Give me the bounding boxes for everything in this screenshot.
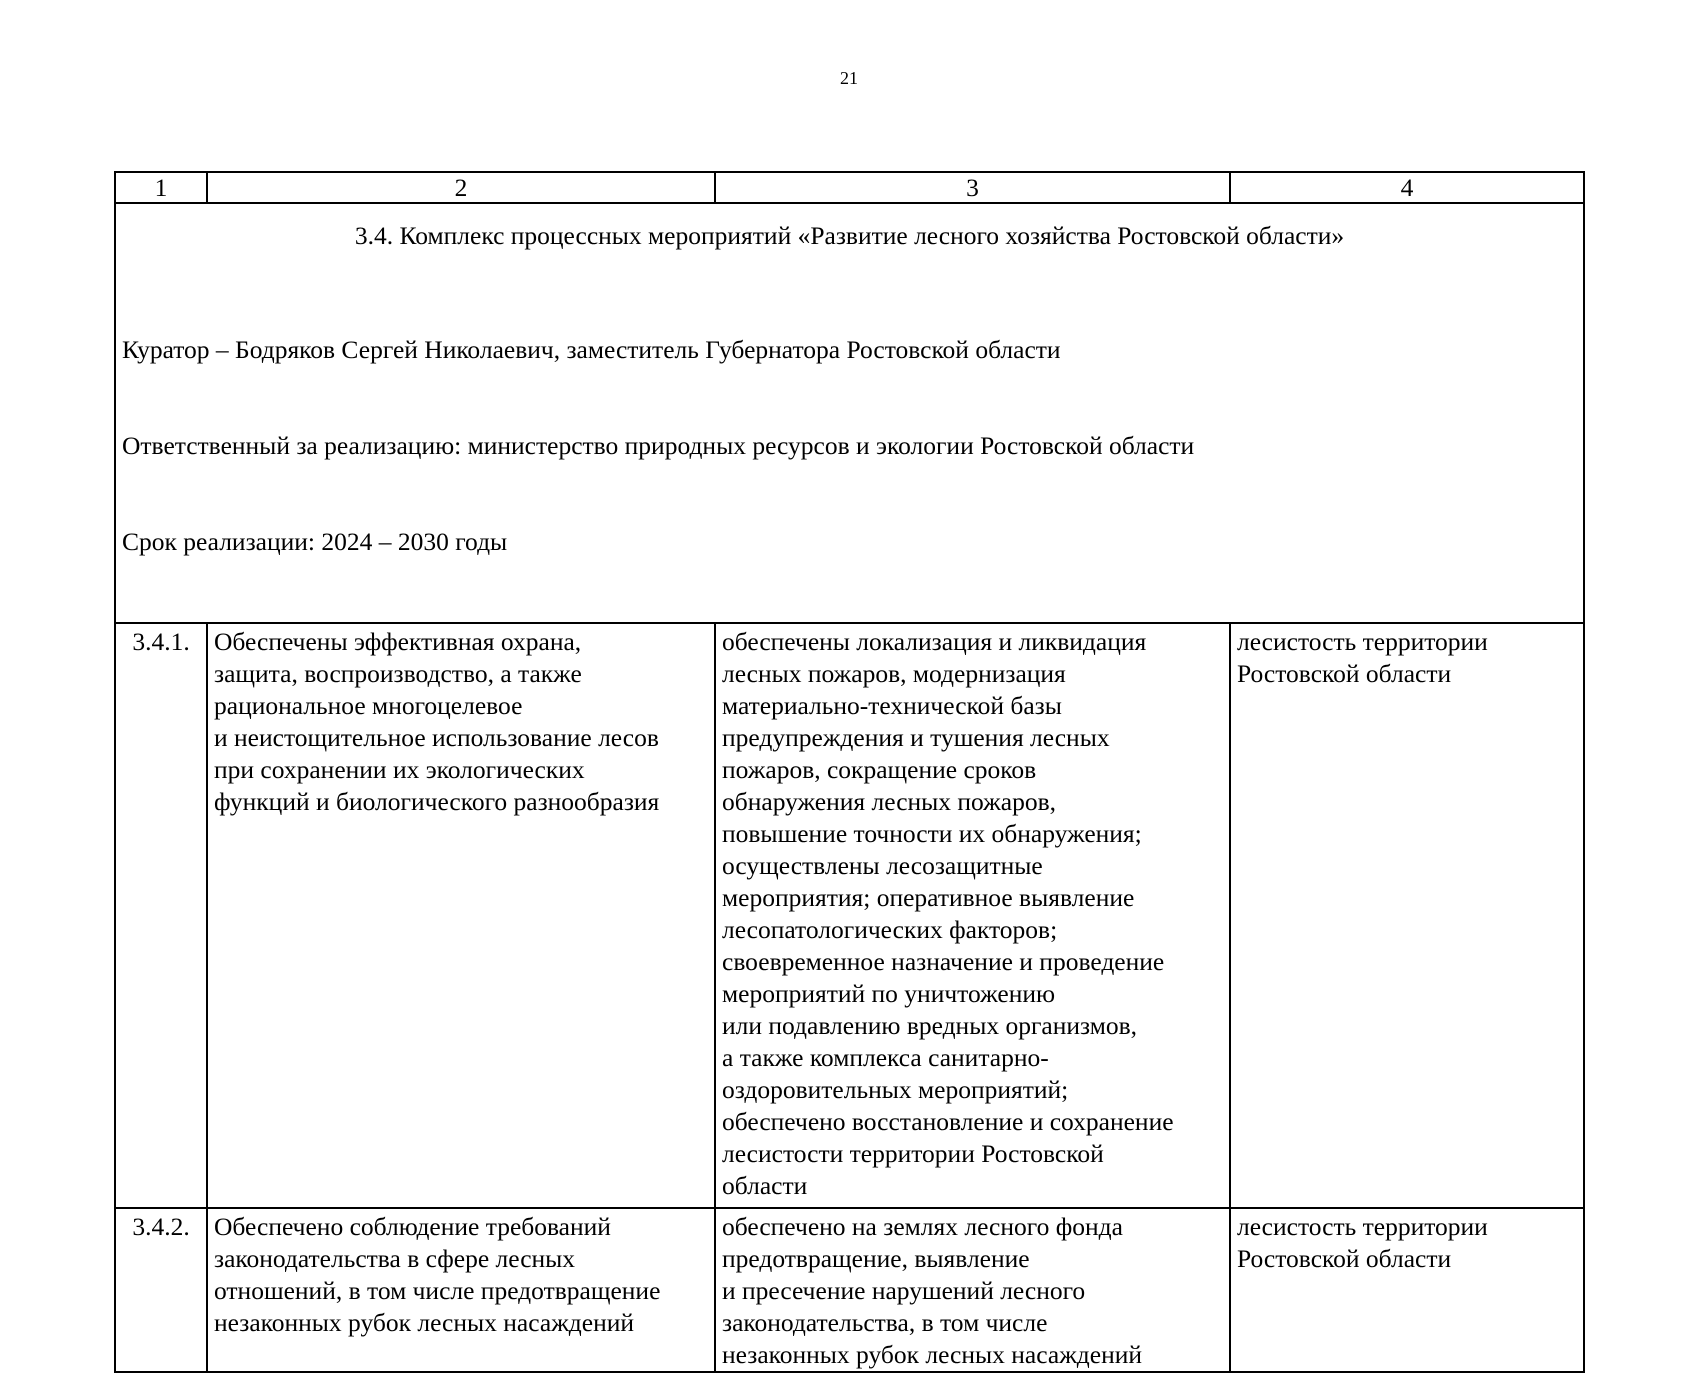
page-number: 21 <box>840 68 858 88</box>
row-number: 3.4.1. <box>115 623 207 1208</box>
section-row <box>115 203 1584 623</box>
section-cell <box>115 203 1584 623</box>
header-col-1: 1 <box>115 172 207 203</box>
section-period: Срок реализации: 2024 – 2030 годы <box>122 527 508 556</box>
section-info <box>122 270 1577 622</box>
table-row <box>115 623 1584 1208</box>
header-col-4: 4 <box>1230 172 1584 203</box>
row-indicator: лесистость территории Ростовской области <box>1230 623 1584 1208</box>
header-col-2: 2 <box>207 172 715 203</box>
section-curator: Куратор – Бодряков Сергей Николаевич, заместитель Губернатора Ростовской области <box>122 335 1061 364</box>
row-result: обеспечены локализация и ликвидация лесных пожаров, модернизация материально-технической базы предупреждения и тушения лесных пожаров, сокращение сроков обнаружения лесных пожаров, повышение точности их обнаружения; осуществлены лесозащитные мероприятия; оперативное выявление лесопатологических факторов; своевременное назначение и проведение мероприятий по уничтожению или подавлению вредных организмов, а также комплекса санитарно- оздоровительных мероприятий; обеспечено восстановление и сохранение лесистости территории Ростовской области <box>715 623 1230 1208</box>
header-col-3: 3 <box>715 172 1230 203</box>
section-responsible: Ответственный за реализацию: министерство природных ресурсов и экологии Ростовской области <box>122 431 1195 460</box>
row-task: Обеспечены эффективная охрана, защита, воспроизводство, а также рациональное многоцелевое и неистощительное использование лесов при сохранении их экологических функций и биологического разнообразия <box>207 623 715 1208</box>
row-result: обеспечено на землях лесного фонда предотвращение, выявление и пресечение нарушений лесного законодательства, в том числе незаконных рубок лесных насаждений <box>715 1208 1230 1372</box>
section-title: 3.4. Комплекс процессных мероприятий «Развитие лесного хозяйства Ростовской области» <box>354 221 1345 250</box>
measures-table <box>114 171 1585 1373</box>
row-indicator: лесистость территории Ростовской области <box>1230 1208 1584 1372</box>
row-task: Обеспечено соблюдение требований законодательства в сфере лесных отношений, в том числе предотвращение незаконных рубок лесных насаждений <box>207 1208 715 1372</box>
row-number: 3.4.2. <box>115 1208 207 1372</box>
table-header-row <box>115 172 1584 203</box>
table-row <box>115 1208 1584 1372</box>
